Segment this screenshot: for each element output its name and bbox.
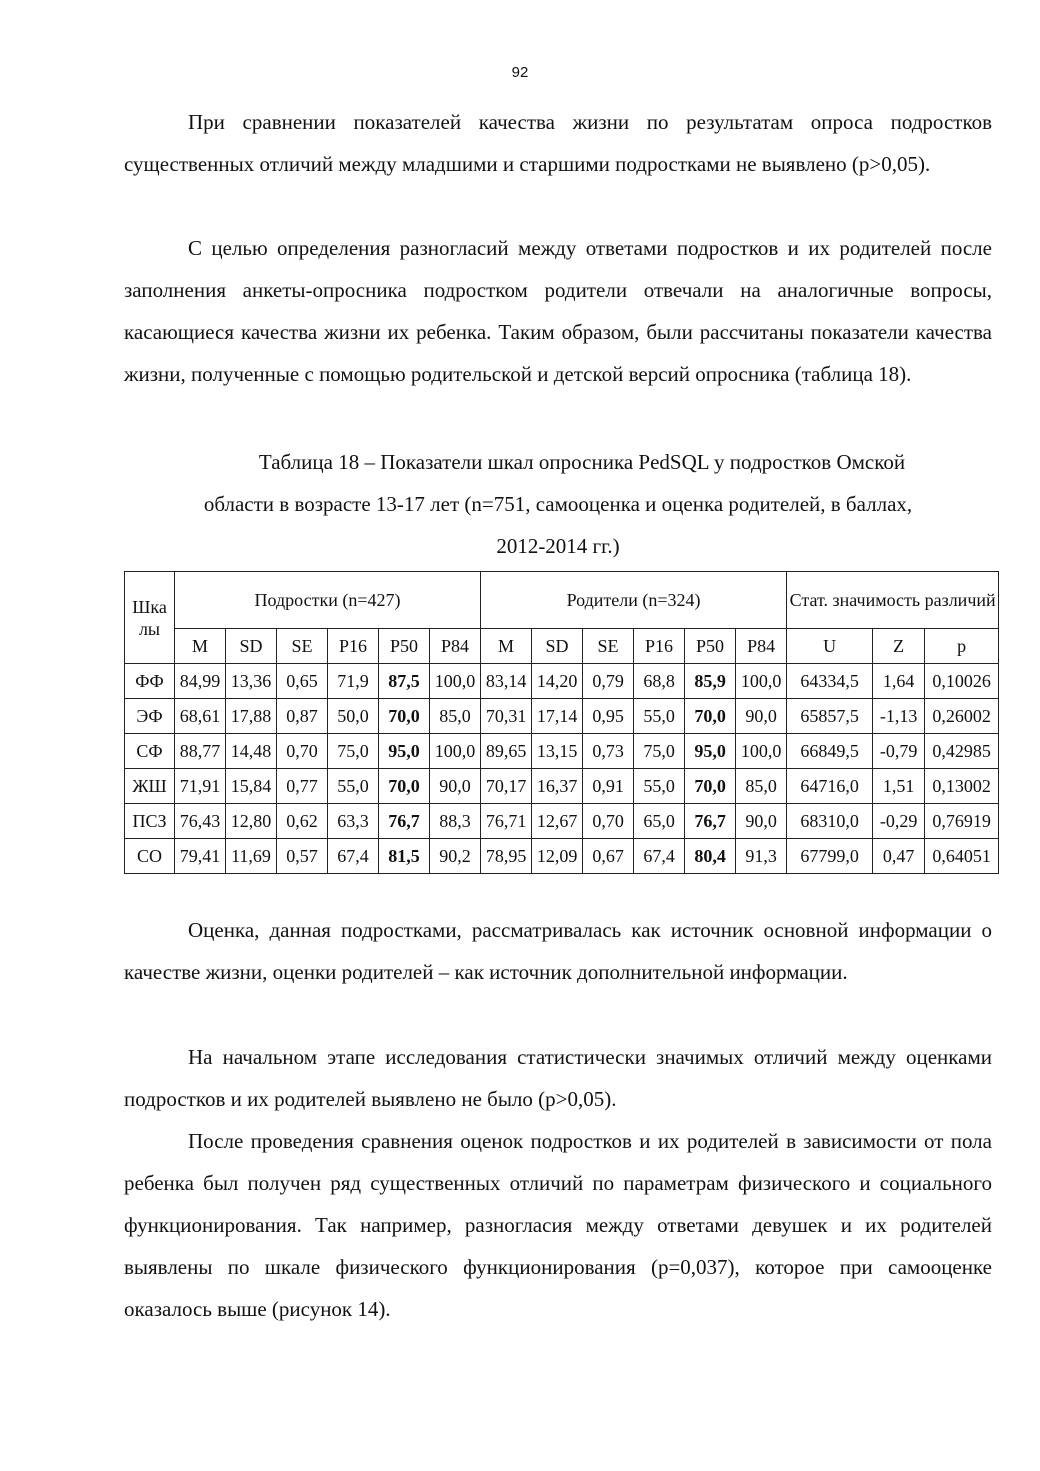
table-cell: 75,0 [634,734,685,769]
table-cell: 90,0 [736,804,787,839]
table-cell: 13,36 [226,664,277,699]
table-cell: 88,3 [430,804,481,839]
table-cell: 63,3 [328,804,379,839]
scale-cell: ЭФ [125,699,175,734]
table-cell: 71,91 [175,769,226,804]
data-table [124,571,999,874]
table-cell: 90,0 [736,699,787,734]
column-header: P50 [685,629,736,664]
table-cell: 89,65 [481,734,532,769]
table-cell: 17,88 [226,699,277,734]
table-cell: 68,61 [175,699,226,734]
table-cell: 14,20 [532,664,583,699]
table-cell: 88,77 [175,734,226,769]
table-cell: 1,51 [873,769,925,804]
column-header: P84 [736,629,787,664]
table-cell: 0,47 [873,839,925,874]
table-cell: 0,87 [277,699,328,734]
table-cell: 78,95 [481,839,532,874]
table-cell: 100,0 [736,664,787,699]
table-cell: 12,09 [532,839,583,874]
table-cell: 0,70 [277,734,328,769]
table-cell: 91,3 [736,839,787,874]
table-cell: 12,67 [532,804,583,839]
table-cell: 83,14 [481,664,532,699]
table-cell: 55,0 [634,699,685,734]
header-group-significance: Стат. значимость различий [787,572,999,629]
table-cell: 16,37 [532,769,583,804]
table-cell: 15,84 [226,769,277,804]
table-cell: 0,62 [277,804,328,839]
scale-cell: СО [125,839,175,874]
table-cell: -1,13 [873,699,925,734]
column-header: M [481,629,532,664]
paragraph: При сравнении показателей качества жизни по результатам опроса подростков существенных отличий между младшими и старшими подростками не выявлено (р>0,05). [124,110,992,176]
table-cell: 70,31 [481,699,532,734]
paragraph: Оценка, данная подростками, рассматривалась как источник основной информации о качестве жизни, оценки родителей – как источник дополнительной информации. [124,918,992,984]
table-cell: -0,29 [873,804,925,839]
table-cell: 90,2 [430,839,481,874]
column-header: P16 [634,629,685,664]
column-header: M [175,629,226,664]
table-cell: 0,70 [583,804,634,839]
table-row [125,664,999,699]
table-cell: 0,95 [583,699,634,734]
table-cell: 100,0 [736,734,787,769]
table-cell: 79,41 [175,839,226,874]
scale-cell: ФФ [125,664,175,699]
table-row [125,734,999,769]
table-cell: 71,9 [328,664,379,699]
table-cell: 65,0 [634,804,685,839]
table-cell: 50,0 [328,699,379,734]
table-cell: 0,57 [277,839,328,874]
paragraph: На начальном этапе исследования статистически значимых отличий между оценками подростков и их родителей выявлено не было (р>0,05). [124,1045,992,1111]
page-number: 92 [511,64,529,81]
table-cell: 14,48 [226,734,277,769]
header-group-parents: Родители (n=324) [481,572,787,629]
table-cell: 17,14 [532,699,583,734]
table-cell: 70,17 [481,769,532,804]
column-header: P84 [430,629,481,664]
scale-cell: СФ [125,734,175,769]
table-cell: 0,91 [583,769,634,804]
table-row [125,839,999,874]
table-cell: 81,5 [379,839,430,874]
table-caption [124,441,992,567]
table-cell: 0,26002 [925,699,999,734]
table-cell: 0,13002 [925,769,999,804]
table-cell: 100,0 [430,664,481,699]
table-cell: 0,67 [583,839,634,874]
table-cell: 0,76919 [925,804,999,839]
table-cell: 76,43 [175,804,226,839]
column-header: SD [226,629,277,664]
column-header: p [925,629,999,664]
table-cell: 12,80 [226,804,277,839]
header-scale: Шка лы [125,572,175,664]
table-cell: 67,4 [634,839,685,874]
table-cell: 65857,5 [787,699,873,734]
table-cell: 90,0 [430,769,481,804]
table-cell: 76,7 [685,804,736,839]
table-cell: 76,71 [481,804,532,839]
table-row [125,769,999,804]
table-cell: 64716,0 [787,769,873,804]
caption-line: области в возрасте 13-17 лет (n=751, самооценка и оценка родителей, в баллах, [203,492,913,516]
table-cell: 76,7 [379,804,430,839]
table-cell: 55,0 [328,769,379,804]
table-row [125,804,999,839]
column-header: Z [873,629,925,664]
table-cell: 0,64051 [925,839,999,874]
table-cell: 11,69 [226,839,277,874]
column-header: P50 [379,629,430,664]
table-cell: 85,0 [736,769,787,804]
column-header: SE [583,629,634,664]
table-cell: 0,65 [277,664,328,699]
column-header: U [787,629,873,664]
table-cell: 64334,5 [787,664,873,699]
table-cell: 70,0 [685,699,736,734]
paragraph: С целью определения разногласий между ответами подростков и их родителей после заполнения анкеты-опросника подростком родители отвечали на аналогичные вопросы, касающиеся качества жизни их ребенка. Таким образом, были рассчитаны показатели качества жизни, полученные с помощью родительской и детской версий опросника (таблица 18). [124,236,992,386]
table-cell: 67,4 [328,839,379,874]
table-cell: 68310,0 [787,804,873,839]
header-group-teens: Подростки (n=427) [175,572,481,629]
table-cell: 75,0 [328,734,379,769]
table-cell: 0,79 [583,664,634,699]
caption-line: Таблица 18 – Показатели шкал опросника PedSQL у подростков Омской [258,450,906,474]
table-cell: -0,79 [873,734,925,769]
table-cell: 95,0 [685,734,736,769]
column-header: SD [532,629,583,664]
table-cell: 100,0 [430,734,481,769]
scale-cell: ЖШ [125,769,175,804]
table-cell: 67799,0 [787,839,873,874]
table-cell: 80,4 [685,839,736,874]
table-cell: 68,8 [634,664,685,699]
table-cell: 70,0 [685,769,736,804]
table-cell: 0,77 [277,769,328,804]
table-cell: 70,0 [379,699,430,734]
table-row [125,699,999,734]
table-cell: 66849,5 [787,734,873,769]
column-header: P16 [328,629,379,664]
table-cell: 55,0 [634,769,685,804]
table-cell: 87,5 [379,664,430,699]
caption-line: 2012-2014 гг.) [496,534,620,558]
table-cell: 95,0 [379,734,430,769]
table-cell: 13,15 [532,734,583,769]
table-cell: 84,99 [175,664,226,699]
table-cell: 85,9 [685,664,736,699]
table-cell: 0,42985 [925,734,999,769]
table-cell: 70,0 [379,769,430,804]
column-header: SE [277,629,328,664]
table-cell: 85,0 [430,699,481,734]
paragraph: После проведения сравнения оценок подростков и их родителей в зависимости от пола ребенка был получен ряд существенных отличий по параметрам физического и социального функционирования. Так например, разногласия между ответами девушек и их родителей выявлены по шкале физического функционирования (р=0,037), которое при самооценке оказалось выше (рисунок 14). [124,1129,992,1321]
table-cell: 0,10026 [925,664,999,699]
table-cell: 1,64 [873,664,925,699]
scale-cell: ПСЗ [125,804,175,839]
table-cell: 0,73 [583,734,634,769]
